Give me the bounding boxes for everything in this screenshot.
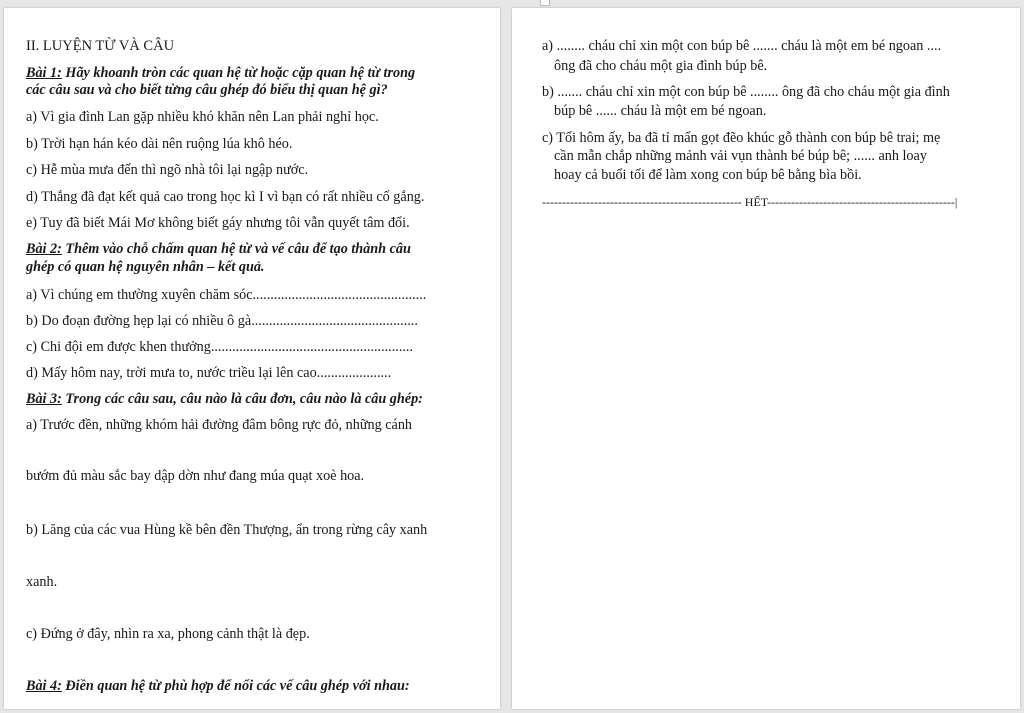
exercise-1-label: Bài 1:	[26, 65, 62, 81]
exercise-2-title: Thêm vào chỗ chấm quan hệ từ và vế câu để tạo thành câu	[61, 241, 411, 257]
exercise-2-item-d: d) Mấy hôm nay, trời mưa to, nước triều lại lên cao.....................	[26, 365, 392, 381]
exercise-2-item-c: c) Chi đội em được khen thưởng.........................................................	[26, 339, 414, 355]
exercise-3-item-a-line-2: bướm đủ màu sắc bay dập dờn như đang múa quạt xoè hoa.	[26, 468, 365, 484]
exercise-4-item-b-line-2: búp bê ...... cháu là một em bé ngoan.	[554, 103, 767, 119]
exercise-3-item-c-line-1: c) Đứng ở đây, nhìn ra xa, phong cảnh thật là đẹp.	[26, 626, 310, 642]
exercise-1-title: Hãy khoanh tròn các quan hệ từ hoặc cặp quan hệ từ trong	[61, 65, 416, 81]
exercise-4-item-a-line-2: ông đã cho cháu một gia đình búp bê.	[554, 58, 768, 74]
exercise-4-label: Bài 4:	[26, 678, 62, 694]
exercise-1-title-line-2: các câu sau và cho biết từng câu ghép đó biểu thị quan hệ gì?	[26, 82, 388, 98]
exercise-1-item-d: d) Thắng đã đạt kết quả cao trong học kì I vì bạn có rất nhiều cố gắng.	[26, 189, 425, 205]
exercise-4-item-b-line-1: b) ....... cháu chỉ xin một con búp bê ........ ông đã cho cháu một gia đình	[542, 84, 950, 100]
exercise-4-title: Điền quan hệ từ phù hợp để nối các vế câu ghép với nhau:	[61, 678, 410, 694]
exercise-3-item-b-line-2: xanh.	[26, 574, 58, 590]
exercise-4-item-c-line-1: c) Tối hôm ấy, ba đã tỉ mẩn gọt đẽo khúc gỗ thành con búp bê trai; mẹ	[542, 130, 941, 146]
exercise-3-item-a-line-1: a) Trước đền, những khóm hải đường đâm bông rực đỏ, những cánh	[26, 417, 413, 433]
section-heading: II. LUYỆN TỪ VÀ CÂU	[26, 38, 175, 54]
exercise-2-item-b: b) Do đoạn đường hẹp lại có nhiều ô gà...............................................	[26, 313, 418, 329]
document-page-right	[512, 8, 1020, 709]
exercise-1-title-line-1	[26, 65, 415, 82]
exercise-4-item-a-line-1: a) ........ cháu chỉ xin một con búp bê ....... cháu là một em bé ngoan ....	[542, 38, 942, 54]
exercise-2-item-a: a) Vì chúng em thường xuyên chăm sóc.................................................	[26, 287, 427, 303]
end-marker: -------------------------------------------------- HẾT-----------------------------------------------|	[542, 195, 958, 209]
exercise-1-item-c: c) Hễ mùa mưa đến thì ngõ nhà tôi lại ngập nước.	[26, 162, 309, 178]
exercise-4-item-c-line-2: cần mẫn chắp những mảnh vải vụn thành bé búp bê; ...... anh loay	[554, 148, 927, 164]
exercise-1-item-b: b) Trời hạn hán kéo dài nên ruộng lúa khô héo.	[26, 136, 293, 152]
exercise-2-title-line-1	[26, 241, 411, 258]
exercise-3-title: Trong các câu sau, câu nào là câu đơn, câu nào là câu ghép:	[61, 391, 423, 407]
exercise-3-label: Bài 3:	[26, 391, 62, 407]
exercise-3-title-line	[26, 391, 423, 408]
exercise-4-title-line	[26, 678, 410, 695]
exercise-2-label: Bài 2:	[26, 241, 62, 257]
document-page-left	[4, 8, 500, 709]
ruler-marker	[540, 0, 550, 6]
exercise-1-item-a: a) Vì gia đình Lan gặp nhiều khó khăn nên Lan phải nghỉ học.	[26, 109, 379, 125]
exercise-1-item-e: e) Tuy đã biết Mái Mơ không biết gáy nhưng tôi vẫn quyết tâm đổi.	[26, 215, 410, 231]
exercise-4-item-c-line-3: hoay cả buổi tối để làm xong con búp bê bằng bìa bồi.	[554, 167, 862, 183]
exercise-2-title-line-2: ghép có quan hệ nguyên nhân – kết quả.	[26, 259, 265, 275]
exercise-3-item-b-line-1: b) Lăng của các vua Hùng kề bên đền Thượng, ẩn trong rừng cây xanh	[26, 522, 428, 538]
